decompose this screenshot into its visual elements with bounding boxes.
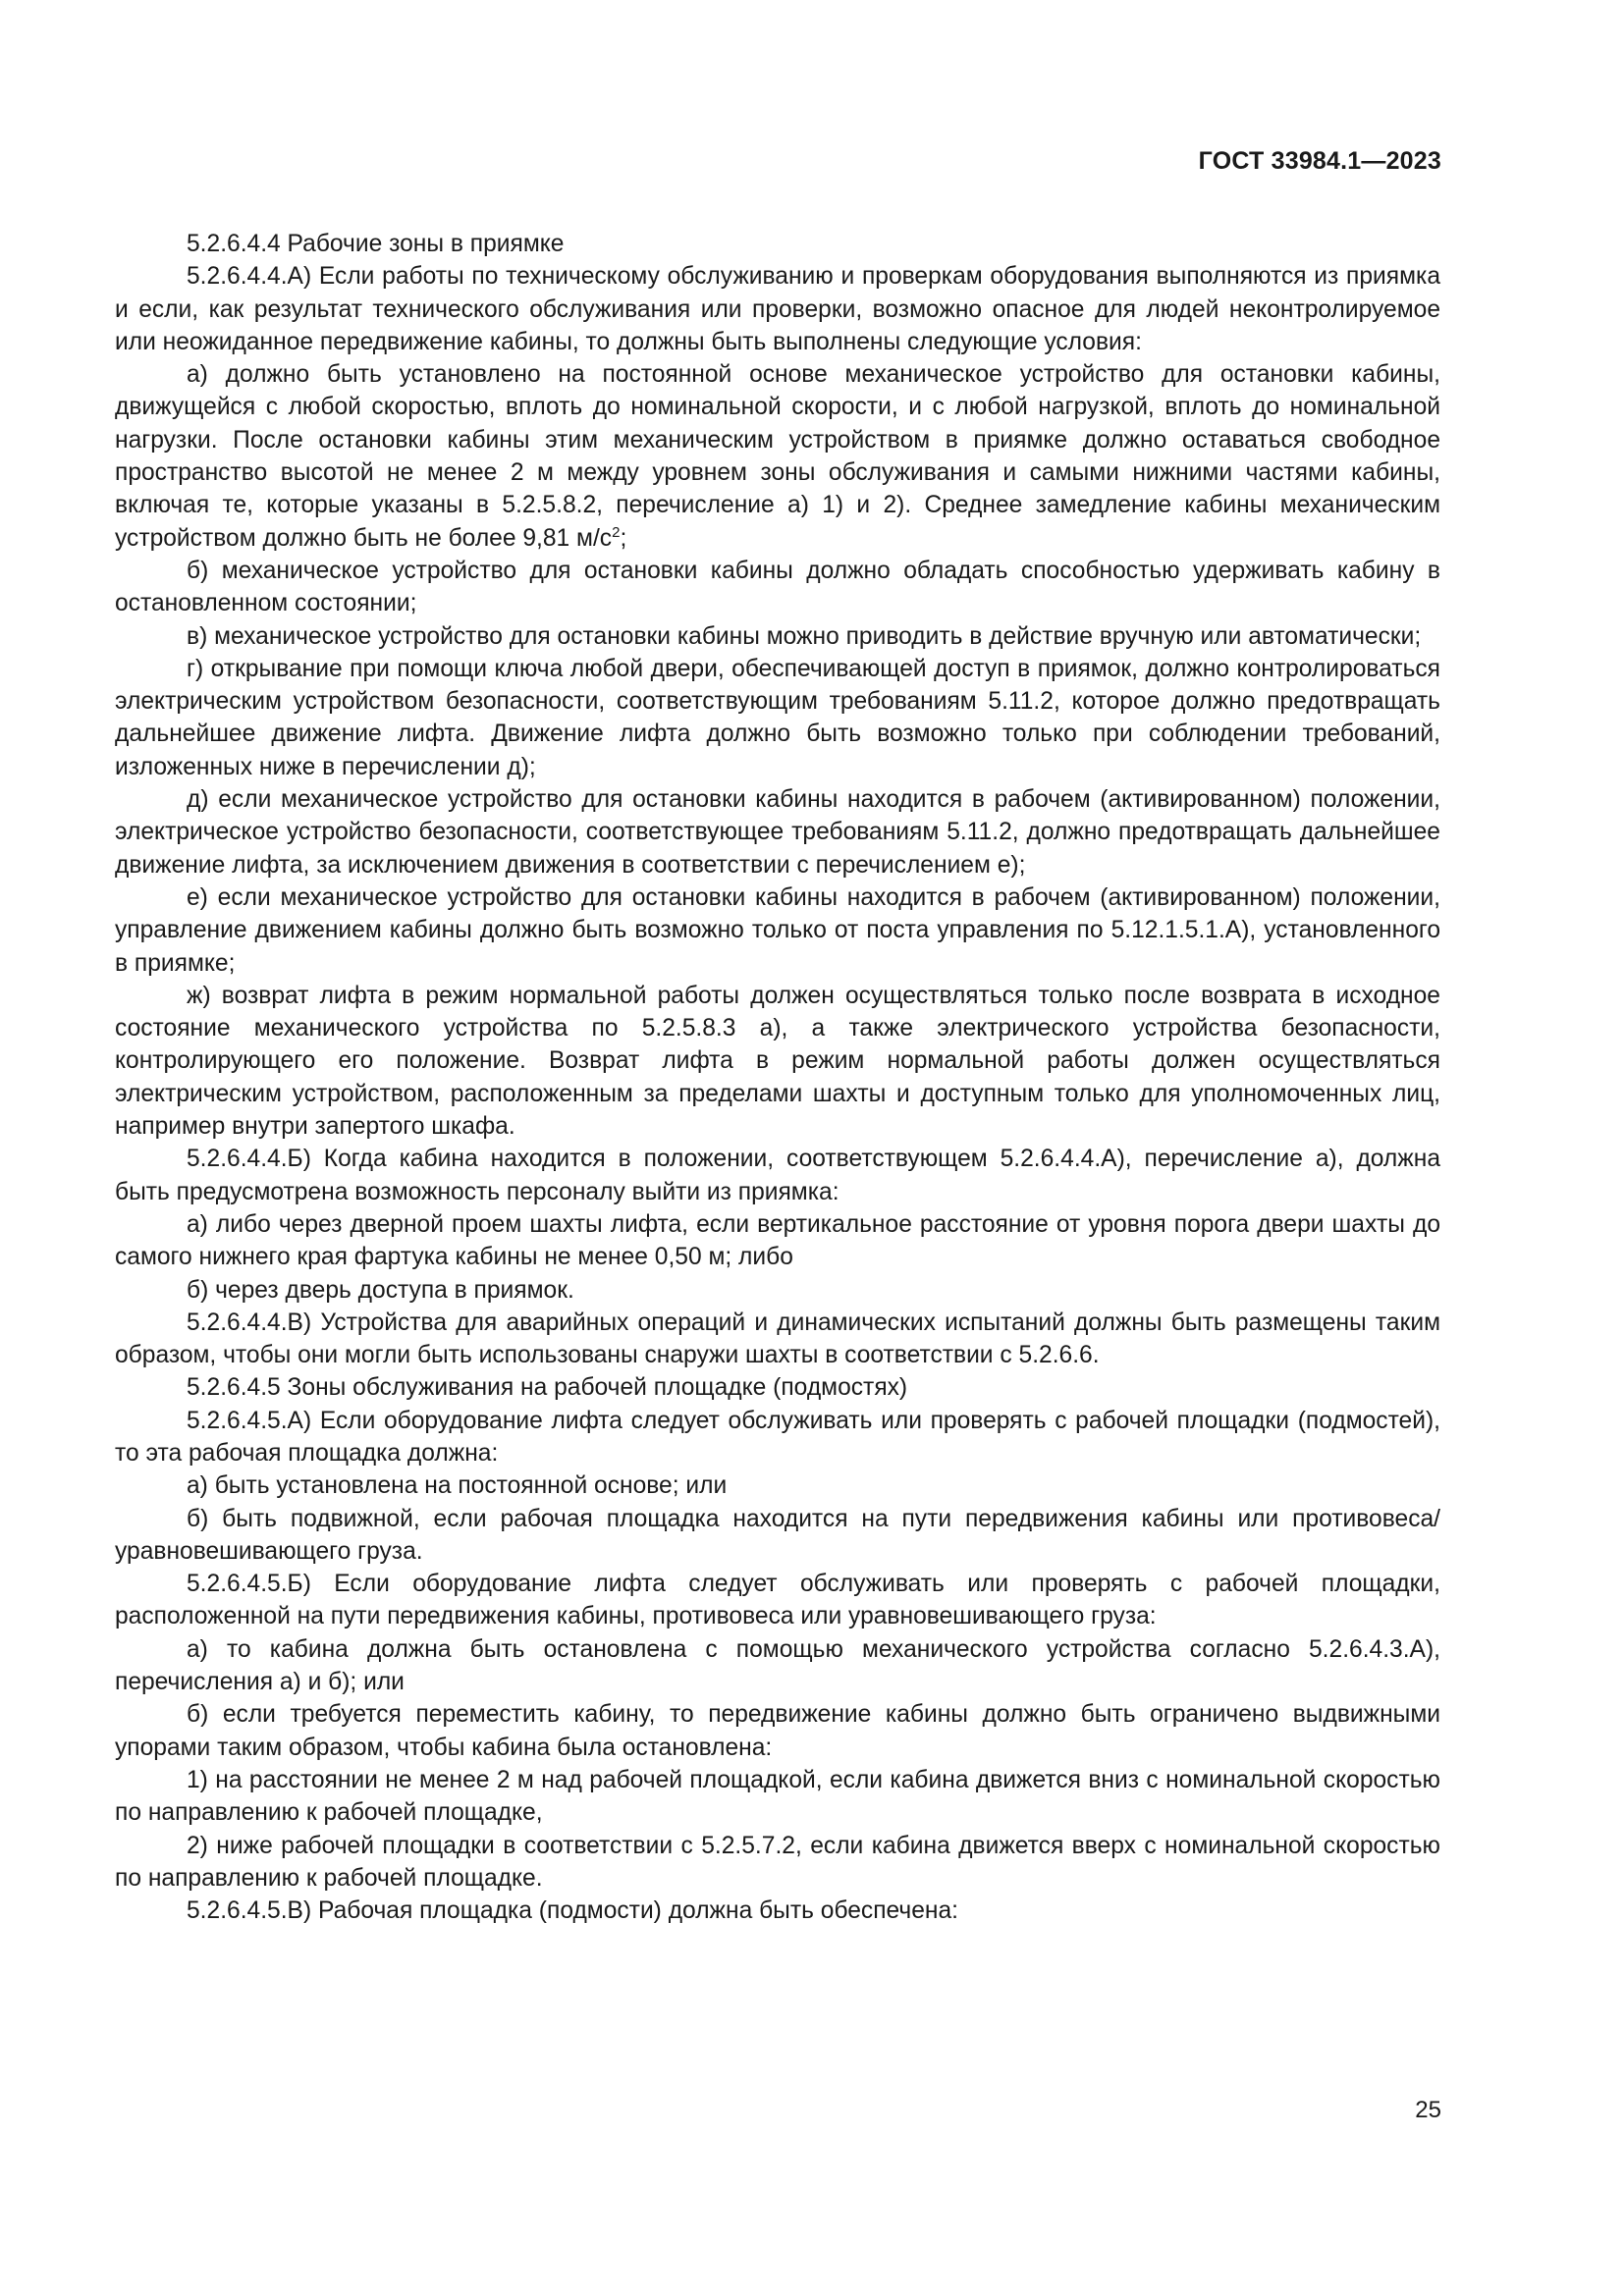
paragraph: 5.2.6.4.5.Б) Если оборудование лифта следует обслуживать или проверять с рабочей площадки, расположенной на пути передвижения кабины, противовеса или уравновешивающего груза: — [115, 1571, 1440, 1630]
paragraph: 5.2.6.4.4.В) Устройства для аварийных операций и динамических испытаний должны быть размещены таким образом, чтобы они могли быть использованы снаружи шахты в соответствии с 5.2.6.6. — [115, 1308, 1440, 1369]
paragraph: б) механическое устройство для остановки кабины должно обладать способностью удерживать кабину в остановленном состоянии; — [115, 557, 1440, 617]
paragraph-tail: ; — [620, 524, 627, 552]
paragraph: ж) возврат лифта в режим нормальной работы должен осуществляться только после возврата в исходное состояние механического устройства по 5.2.5.8.3 а), а также электрического устройства безопасности, контролирующего его положение. Возврат лифта в режим нормальной работы должен осуществляться электрическим устройством, расположенным за пределами шахты и доступным только для уполномоченных лиц, например внутри запертого шкафа. — [115, 982, 1440, 1141]
paragraph: 5.2.6.4.4 Рабочие зоны в приямке — [187, 231, 565, 257]
paragraph: 2) ниже рабочей площадки в соответствии с 5.2.5.7.2, если кабина движется вверх с номинальной скоростью по направлению к рабочей площадке. — [115, 1832, 1440, 1892]
paragraph — [115, 358, 1440, 555]
document-header: ГОСТ 33984.1—2023 — [1198, 147, 1441, 175]
paragraph: 5.2.6.4.5.В) Рабочая площадка (подмости) должна быть обеспечена: — [187, 1897, 958, 1925]
paragraph: а) то кабина должна быть остановлена с помощью механического устройства согласно 5.2.6.4.3.А), перечисления а) и б); или — [115, 1635, 1440, 1696]
paragraph: а) либо через дверной проем шахты лифта, если вертикальное расстояние от уровня порога двери шахты до самого нижнего края фартука кабины не менее 0,50 м; либо — [115, 1210, 1440, 1271]
paragraph: в) механическое устройство для остановки кабины можно приводить в действие вручную или автоматически; — [187, 622, 1422, 650]
paragraph: е) если механическое устройство для остановки кабины находится в рабочем (активированном) положении, управление движением кабины должно быть возможно только от поста управления по 5.12.1.5.1.А), установленного в приямке; — [115, 883, 1440, 977]
paragraph: г) открывание при помощи ключа любой двери, обеспечивающей доступ в приямок, должно контролироваться электрическим устройством безопасности, соответствующим требованиям 5.11.2, которое должно предотвращать дальнейшее движение лифта. Движение лифта должно быть возможно только при соблюдении требований, изложенных ниже в перечислении д); — [115, 655, 1440, 780]
paragraph: б) быть подвижной, если рабочая площадка находится на пути передвижения кабины или противовеса/уравновешивающего груза. — [115, 1505, 1440, 1565]
paragraph: д) если механическое устройство для остановки кабины находится в рабочем (активированном) положении, электрическое устройство безопасности, соответствующее требованиям 5.11.2, должно предотвращать дальнейшее движение лифта, за исключением движения в соответствии с перечислением е); — [115, 786, 1440, 879]
page-number: 25 — [1415, 2097, 1441, 2123]
paragraph-text: а) должно быть установлено на постоянной основе механическое устройство для остановки кабины, движущейся с любой скоростью, вплоть до номинальной скорости, и с любой нагрузкой, вплоть до номинальной нагрузки. После остановки кабины этим механическим устройством в приямке должно оставаться свободное пространство высотой не менее 2 м между уровнем зоны обслуживания и самыми нижними частями кабины, включая те, которые указаны в 5.2.5.8.2, перечисление а) 1) и 2). Среднее замедление кабины механическим устройством должно быть не более 9,81 м/с — [115, 361, 1440, 552]
paragraph: б) если требуется переместить кабину, то передвижение кабины должно быть ограничено выдвижными упорами таким образом, чтобы кабина была остановлена: — [115, 1701, 1440, 1761]
paragraph: б) через дверь доступа в приямок. — [187, 1276, 574, 1304]
paragraph: 5.2.6.4.4.Б) Когда кабина находится в положении, соответствующем 5.2.6.4.4.А), перечисление а), должна быть предусмотрена возможность персоналу выйти из приямка: — [115, 1146, 1440, 1205]
paragraph: 5.2.6.4.5.А) Если оборудование лифта следует обслуживать или проверять с рабочей площадки (подмостей), то эта рабочая площадка должна: — [115, 1407, 1440, 1467]
paragraph: 5.2.6.4.4.А) Если работы по техническому обслуживанию и проверкам оборудования выполняются из приямка и если, как результат технического обслуживания или проверки, возможно опасное для людей неконтролируемое или неожиданное передвижение кабины, то должны быть выполнены следующие условия: — [115, 263, 1440, 355]
paragraph: а) быть установлена на постоянной основе; или — [187, 1472, 728, 1500]
paragraph: 5.2.6.4.5 Зоны обслуживания на рабочей площадке (подмостях) — [187, 1374, 908, 1402]
superscript: 2 — [612, 523, 621, 541]
document-body — [115, 228, 1440, 1927]
paragraph: 1) на расстоянии не менее 2 м над рабочей площадкой, если кабина движется вниз с номинальной скоростью по направлению к рабочей площадке, — [115, 1766, 1440, 1827]
